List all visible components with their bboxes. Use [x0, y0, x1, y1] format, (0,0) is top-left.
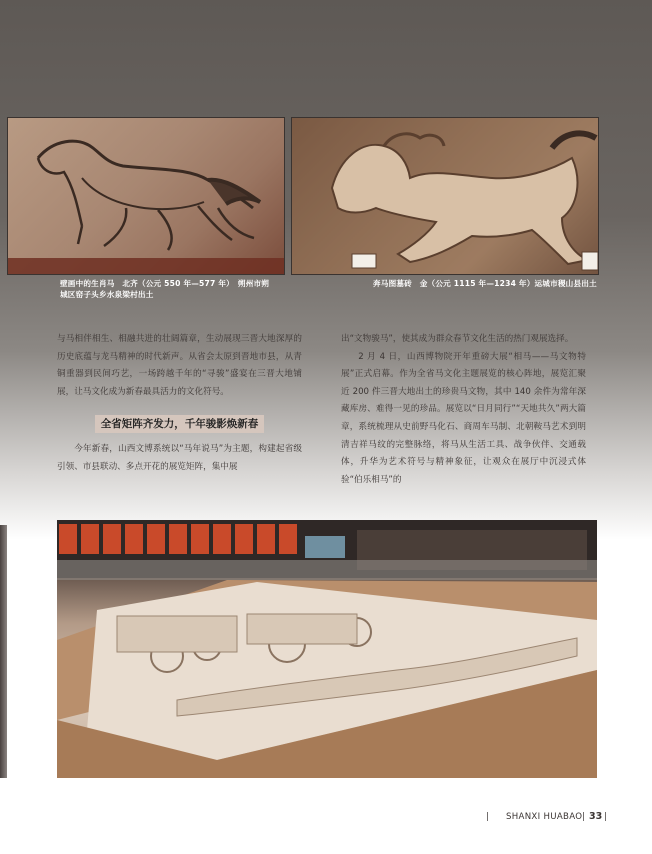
- exhibition-hall-photo: [57, 520, 597, 778]
- exhibition-hall-illustration: [57, 520, 597, 778]
- article-paragraph: 2 月 4 日，山西博物院开年重磅大展“相马——马文物特展”正式启幕。作为全省马文化主题展览的核心阵地，展览汇聚近 200 件三晋大地出土的珍贵马文物，其中 140 余件为常年深藏库房、难得一见的珍品。展览以“日月同行”“天地共久”两大篇章，系统梳理从史前野马化石、商周车马制、北朝鞍马艺术到明清吉祥马纹的完整脉络，将马从生活工具、战争伙伴、交通载体，升华为艺术符号与精神象征，让观众在展厅中沉浸式体验“伯乐相马”的: [341, 351, 586, 485]
- galloping-horse-brick-photo: [291, 117, 599, 275]
- left-photo-caption: [60, 278, 290, 300]
- footer-separator: |: [582, 812, 585, 822]
- footer-separator: |: [486, 812, 489, 822]
- page-number: 33: [589, 811, 603, 822]
- article-column-left: [57, 331, 302, 477]
- footer-magazine-name: SHANXI HUABAO: [506, 812, 583, 822]
- mural-horse-illustration: [8, 118, 284, 274]
- left-caption-line-2: 城区窑子头乡水泉梁村出土: [60, 290, 154, 299]
- article-paragraph: 出“文物骏马”，使其成为群众春节文化生活的热门观展选择。: [341, 334, 574, 344]
- right-photo-caption: 奔马图墓砖 金（公元 1115 年—1234 年）运城市稷山县出土: [373, 279, 597, 288]
- left-caption-line-1: 壁画中的生肖马 北齐（公元 550 年—577 年） 朔州市朔: [60, 279, 270, 288]
- article-paragraph: 今年新春，山西文博系统以“马年说马”为主题，构建起省级引领、市县联动、多点开花的展览矩阵，集中展: [57, 444, 302, 472]
- section-subheading: [57, 412, 302, 436]
- left-edge-strip: [0, 525, 7, 778]
- article-column-right: [341, 331, 586, 489]
- mural-horse-photo: [7, 117, 285, 275]
- footer-separator: |: [604, 812, 607, 822]
- article-paragraph: 与马相伴相生、相融共进的壮阔篇章，生动展现三晋大地深厚的历史底蕴与龙马精神的时代新声。从省会太原到晋地市县，从青铜重器到民间巧艺，一场跨越千年的“寻骏”盛宴在三晋大地铺展，让马文化成为新春最具活力的文化符号。: [57, 334, 302, 397]
- brick-horse-relief: [292, 118, 598, 274]
- subheading-text: 全省矩阵齐发力，千年骏影焕新春: [95, 415, 265, 433]
